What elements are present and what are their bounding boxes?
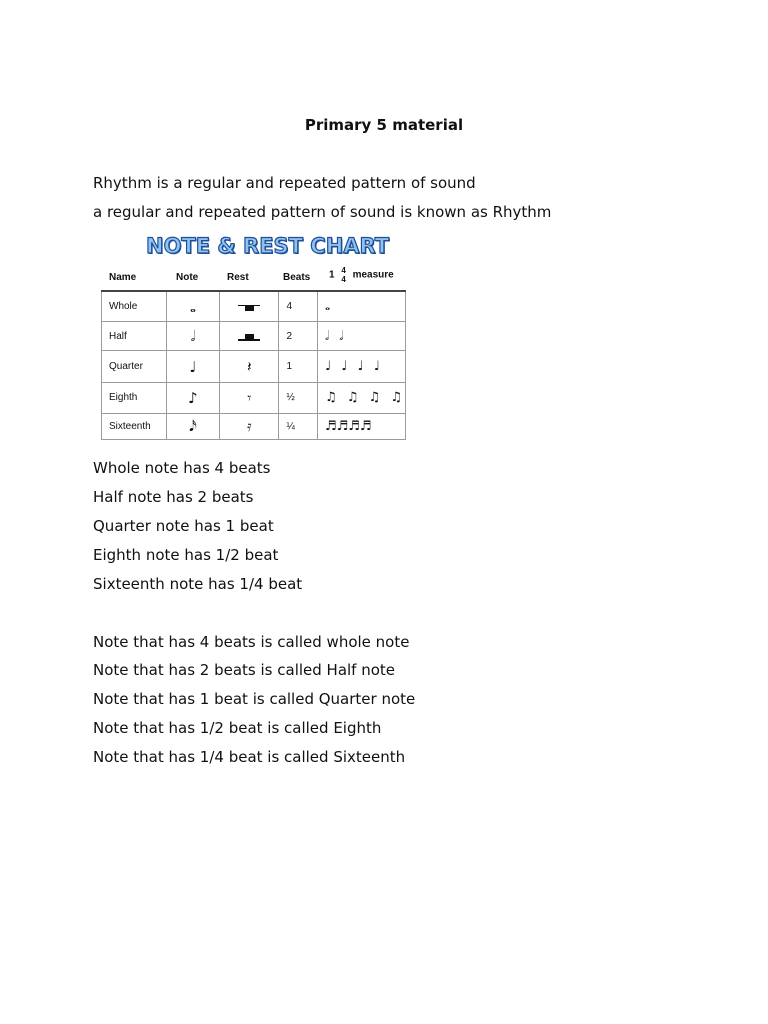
chart-title: NOTE & REST CHART — [146, 234, 390, 258]
table-row — [102, 351, 406, 383]
row-name: Whole — [102, 291, 167, 322]
fact-line: Half note has 2 beats — [93, 488, 254, 506]
table-row — [102, 291, 406, 322]
measure-prefix: 1 — [329, 269, 335, 281]
reverse-fact-line: Note that has 2 beats is called Half note — [93, 661, 396, 679]
quarter-rest-icon: 𝄽 — [220, 351, 279, 383]
reverse-fact-line: Note that has 4 beats is called whole note — [93, 633, 410, 651]
fact-line: Eighth note has 1/2 beat — [93, 546, 279, 564]
time-signature — [341, 266, 345, 284]
header-measure — [329, 266, 394, 284]
reverse-fact-line: Note that has 1/4 beat is called Sixteenth — [93, 748, 406, 766]
reverse-fact-line: Note that has 1 beat is called Quarter note — [93, 690, 416, 708]
row-beats: 4 — [279, 291, 317, 322]
half-rest-icon — [220, 322, 279, 351]
eighth-rest-icon: 𝄾 — [220, 383, 279, 414]
note-rest-chart — [93, 232, 413, 444]
measure-label: measure — [352, 269, 394, 281]
intro-line: a regular and repeated pattern of sound is known as Rhythm — [93, 203, 552, 221]
fact-line: Quarter note has 1 beat — [93, 517, 274, 535]
time-top: 4 — [341, 266, 346, 275]
fact-line: Sixteenth note has 1/4 beat — [93, 575, 303, 593]
sixteenth-rest-icon: 𝄿 — [220, 413, 279, 440]
row-beats: ¼ — [279, 413, 317, 440]
whole-note-icon: 𝅝 — [166, 291, 219, 322]
row-beats: 2 — [279, 322, 317, 351]
row-name: Sixteenth — [102, 413, 167, 440]
header-beats: Beats — [283, 272, 311, 283]
chart-table — [101, 290, 406, 440]
table-row — [102, 322, 406, 351]
row-name: Half — [102, 322, 167, 351]
page-title: Primary 5 material — [304, 116, 464, 134]
row-name: Eighth — [102, 383, 167, 414]
table-row — [102, 383, 406, 414]
row-measure: ♬♬♬♬ — [317, 413, 405, 440]
half-note-icon: 𝅗𝅥 — [166, 322, 219, 351]
quarter-note-icon: ♩ — [166, 351, 219, 383]
row-measure: ♩ ♩ ♩ ♩ — [317, 351, 405, 383]
reverse-fact-line: Note that has 1/2 beat is called Eighth — [93, 719, 382, 737]
fact-line: Whole note has 4 beats — [93, 459, 271, 477]
time-bottom: 4 — [341, 275, 346, 284]
sixteenth-note-icon: 𝅘𝅥𝅯 — [166, 413, 219, 440]
row-beats: ½ — [279, 383, 317, 414]
row-measure: 𝅗𝅥 𝅗𝅥 — [317, 322, 405, 351]
row-name: Quarter — [102, 351, 167, 383]
row-measure: 𝅝 — [317, 291, 405, 322]
eighth-note-icon: ♪ — [166, 383, 219, 414]
header-note: Note — [176, 272, 199, 283]
header-name: Name — [109, 272, 137, 283]
intro-line: Rhythm is a regular and repeated pattern of sound — [93, 174, 476, 192]
row-beats: 1 — [279, 351, 317, 383]
whole-rest-icon — [220, 291, 279, 322]
row-measure: ♫ ♫ ♫ ♫ — [317, 383, 405, 414]
header-rest: Rest — [227, 272, 249, 283]
table-row — [102, 413, 406, 440]
